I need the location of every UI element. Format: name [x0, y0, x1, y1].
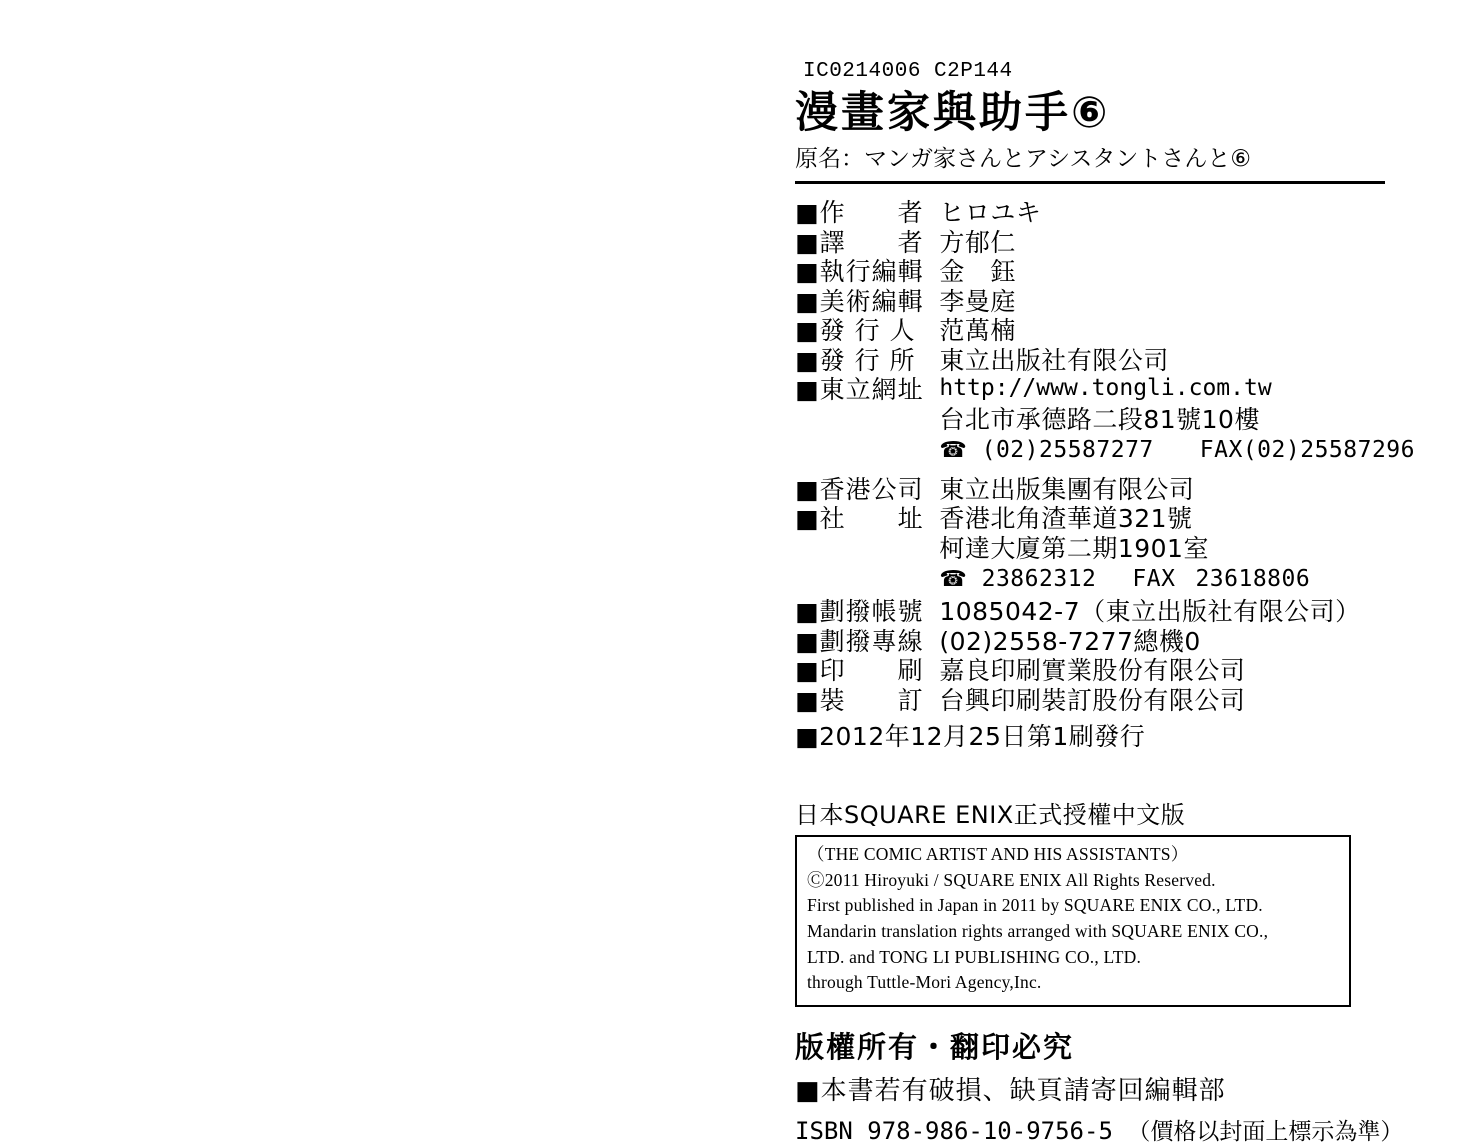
license-line: Ⓒ2011 Hiroyuki / SQUARE ENIX All Rights Reserved. [807, 869, 1216, 890]
credit-value: 金 鈺 [939, 257, 1016, 287]
credit-row [795, 597, 1415, 627]
credit-label: ■東立網址 [795, 375, 924, 405]
credit-row [795, 686, 1415, 716]
phone-row-hongkong [795, 563, 1415, 593]
license-box [795, 835, 1351, 1007]
credit-row [795, 656, 1415, 686]
fax-number-taiwan: (02)25587296 [1242, 437, 1415, 464]
fax-label-hongkong: FAX [1132, 566, 1176, 593]
footer-block [795, 1025, 1415, 1146]
copyright-notice: 版權所有・翻印必究 [795, 1029, 1075, 1064]
credit-value: ヒロユキ [939, 198, 1042, 228]
credit-row-address [795, 405, 1415, 435]
credit-label: ■作 者 [795, 198, 924, 228]
price-note: （價格以封面上標示為準） [1127, 1118, 1404, 1145]
credit-value: 方郁仁 [939, 227, 1016, 257]
phone-row-taiwan [795, 434, 1415, 464]
phone-line-hongkong [939, 566, 1310, 592]
print-date: ■2012年12月25日第1刷發行 [795, 722, 1146, 752]
credit-label: ■發 行 人 [795, 316, 916, 346]
address-hongkong-line2: 柯達大廈第二期1901室 [939, 533, 1209, 563]
credit-row [795, 287, 1415, 317]
credit-value: 台興印刷裝訂股份有限公司 [939, 685, 1246, 715]
credit-row [795, 257, 1415, 287]
credit-label: ■劃撥帳號 [795, 597, 924, 627]
credit-value: 東立出版集團有限公司 [939, 474, 1195, 504]
credit-value: 范萬楠 [939, 316, 1016, 346]
credit-label: ■香港公司 [795, 474, 924, 504]
credit-value: 東立出版社有限公司 [939, 345, 1169, 375]
license-line: （THE COMIC ARTIST AND HIS ASSISTANTS） [807, 844, 1189, 865]
credit-label: ■發 行 所 [795, 345, 916, 375]
credit-label-empty [795, 434, 939, 464]
license-line: First published in Japan in 2011 by SQUARE ENIX CO., LTD. [807, 895, 1263, 916]
address-taiwan: 台北市承德路二段81號10樓 [939, 404, 1260, 434]
fax-label-taiwan: FAX [1199, 437, 1243, 464]
fax-number-hongkong: 23618806 [1195, 566, 1311, 593]
credit-row [795, 504, 1415, 534]
credit-row [795, 228, 1415, 258]
phone-number-taiwan: (02)25587277 [981, 437, 1154, 464]
credit-label: ■執行編輯 [795, 257, 924, 287]
credit-label: ■美術編輯 [795, 286, 924, 316]
credit-value: 李曼庭 [939, 286, 1016, 316]
catalog-code: IC0214006 C2P144 [803, 60, 1013, 83]
credit-label: ■裝 訂 [795, 685, 924, 715]
phone-line-taiwan [939, 437, 1415, 463]
credits-table [795, 198, 1415, 715]
license-heading: 日本SQUARE ENIX正式授權中文版 [795, 801, 1186, 830]
credit-label: ■社 址 [795, 504, 924, 534]
credit-row [795, 475, 1415, 505]
colophon-block [795, 60, 1415, 1146]
page-title: 漫畫家與助手⑥ [795, 88, 1111, 138]
credit-label-empty [795, 563, 939, 593]
credit-row [795, 198, 1415, 228]
spacer [795, 465, 1415, 475]
credit-value: 1085042-7（東立出版社有限公司） [939, 597, 1361, 627]
credit-label: ■劃撥專線 [795, 626, 924, 656]
website-url[interactable]: http://www.tongli.com.tw [939, 375, 1272, 402]
license-line: Mandarin translation rights arranged with SQUARE ENIX CO., [807, 921, 1269, 942]
credit-label-empty [795, 534, 939, 564]
credit-row [795, 346, 1415, 376]
credit-value: 香港北角渣華道321號 [939, 504, 1193, 534]
license-line: through Tuttle-Mori Agency,Inc. [807, 972, 1042, 993]
isbn-label: ISBN [795, 1116, 853, 1145]
phone-number-hongkong: 23862312 [981, 566, 1097, 593]
credit-label [795, 405, 939, 435]
telephone-icon: ☎ [939, 438, 968, 464]
credit-value: (02)2558-7277總機0 [939, 626, 1201, 656]
credit-row [795, 627, 1415, 657]
damage-notice: ■本書若有破損、缺頁請寄回編輯部 [795, 1075, 1226, 1106]
credit-row-website [795, 375, 1415, 405]
credit-label: ■印 刷 [795, 656, 924, 686]
original-title: 原名：マンガ家さんとアシスタントさんと⑥ [795, 146, 1252, 173]
license-line: LTD. and TONG LI PUBLISHING CO., LTD. [807, 946, 1142, 967]
isbn-number: 978-986-10-9756-5 [867, 1116, 1113, 1145]
credit-label: ■譯 者 [795, 227, 924, 257]
credit-row [795, 534, 1415, 564]
telephone-icon: ☎ [939, 567, 968, 593]
credit-row [795, 316, 1415, 346]
title-block [795, 89, 1385, 184]
isbn-line [795, 1113, 1415, 1146]
credit-value: 嘉良印刷實業股份有限公司 [939, 656, 1246, 686]
